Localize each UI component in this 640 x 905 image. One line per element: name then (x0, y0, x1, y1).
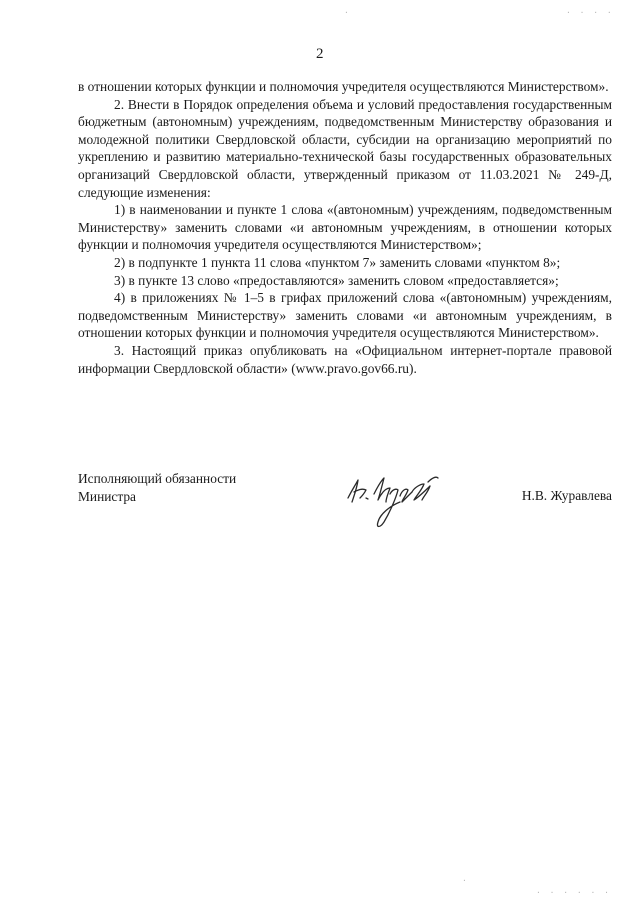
paragraph-item-3: 3. Настоящий приказ опубликовать на «Официальном интернет-портале правовой информации Свердловской области» (www.pravo.gov66.ru). (78, 342, 612, 376)
paragraph-continuation: в отношении которых функции и полномочия учредителя осуществляются Министерством». (78, 79, 609, 94)
subitem-3: 3) в пункте 13 слово «предоставляются» заменить словом «предоставляется»; (114, 272, 559, 288)
signatory-title-line2: Министра (78, 488, 137, 504)
signatory-title-line1: Исполняющий обязанности (78, 471, 237, 486)
scan-artifact: · (462, 876, 469, 885)
signature-block (78, 470, 612, 540)
scan-artifact: · · · · (566, 8, 614, 17)
page-number: 2 (316, 46, 324, 62)
subitem-4: 4) в приложениях № 1–5 в грифах приложений слова «(автономным) учреждениям, подведомственным Министерству» заменить словами «и автономным учреждениям, в отношении которых функции и полномочия учредителя осуществляются Министерством». (78, 290, 612, 341)
signatory-title (78, 470, 236, 505)
paragraph-item-2: 2. Внести в Порядок определения объема и условий предоставления государственным бюджетным (автономным) учреждениям, подведомственным Министерству образования и молодежной политики Свердловской области, субсидии на организацию мероприятий по укреплению и развитию материально-технической базы государственных образовательных организаций Свердловской области, утвержденный приказом от 11.03.2021 № 249-Д, следующие изменения: (78, 96, 612, 200)
scan-artifact: · · · · · · (536, 888, 611, 897)
signatory-name: Н.В. Журавлева (521, 488, 612, 503)
scan-artifact: · (344, 8, 351, 17)
subitem-1: 1) в наименовании и пункте 1 слова «(автономным) учреждениям, подведомственным Министерству» заменить словами «и автономным учреждениям, в отношении которых функции и полномочия учредителя осуществляются Министерством»; (78, 202, 612, 253)
document-body (78, 78, 612, 377)
handwritten-signature (340, 468, 450, 534)
subitem-2: 2) в подпункте 1 пункта 11 слова «пунктом 7» заменить словами «пунктом 8»; (114, 254, 561, 270)
